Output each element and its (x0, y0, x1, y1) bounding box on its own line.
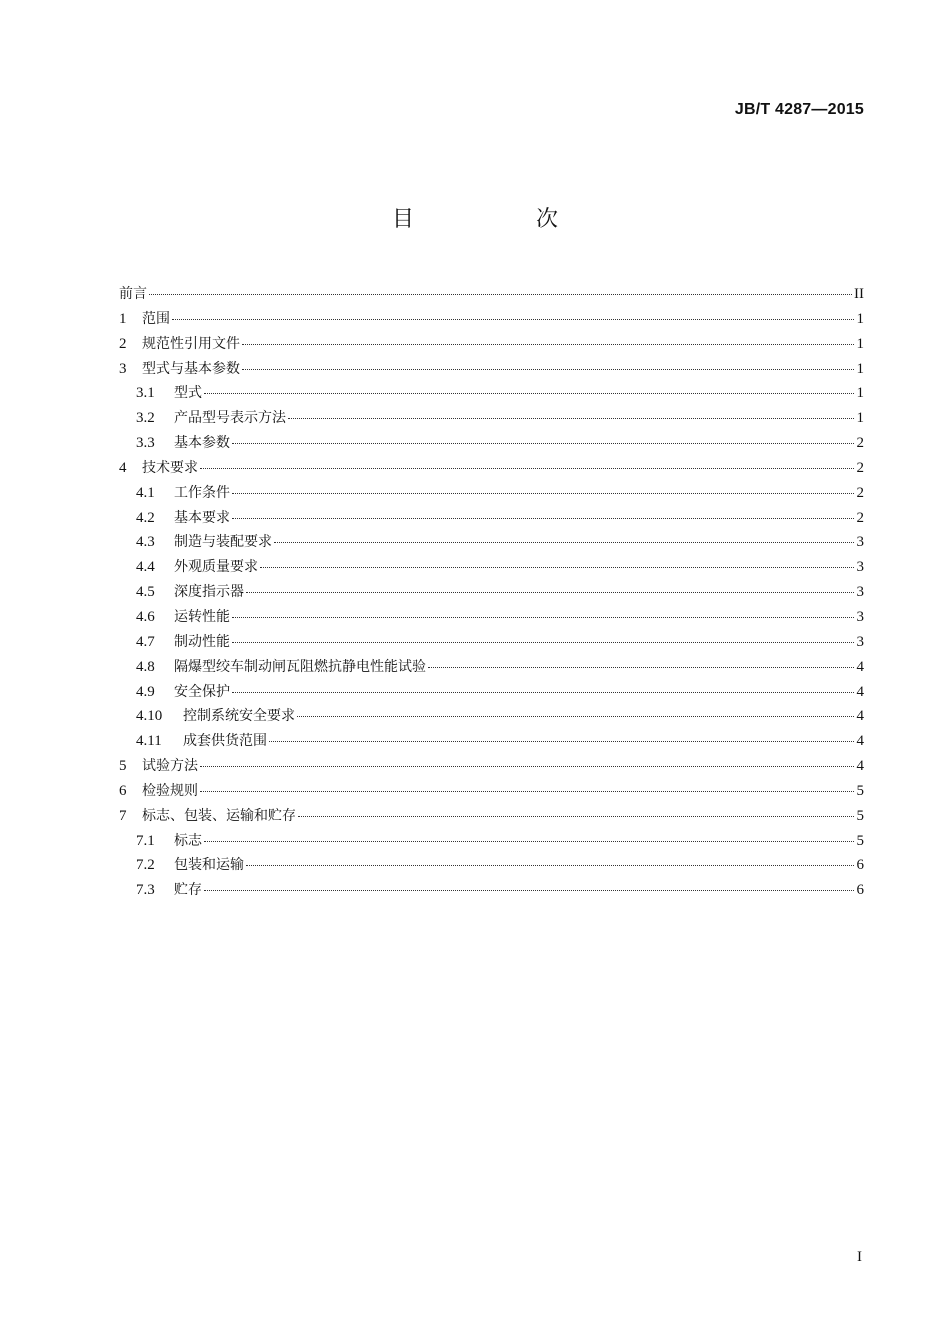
toc-leader-dots (288, 418, 854, 419)
toc-leader-dots (172, 319, 854, 320)
toc-entry-page: II (854, 286, 864, 302)
toc-entry-label: 成套供货范围 (183, 733, 267, 750)
toc-leader-dots (298, 816, 854, 817)
toc-leader-dots (200, 791, 854, 792)
toc-entry-number: 1 (119, 310, 127, 327)
toc-leader-dots (428, 667, 854, 668)
toc-entry-label: 控制系统安全要求 (183, 708, 295, 725)
toc-entry-page: 1 (856, 360, 864, 377)
toc-leader-dots (269, 741, 854, 742)
toc-entry[interactable] (119, 457, 864, 482)
toc-entry-number: 4.6 (136, 608, 155, 625)
toc-subentry[interactable] (119, 507, 864, 532)
toc-subentry[interactable] (119, 556, 864, 581)
toc-entry-page: 1 (856, 385, 864, 402)
toc-entry-page: 5 (856, 782, 864, 799)
toc-entry[interactable] (119, 308, 864, 333)
toc-leader-dots (274, 542, 854, 543)
toc-leader-dots (200, 468, 854, 469)
toc-entry-label: 产品型号表示方法 (174, 410, 286, 427)
toc-entry-page: 1 (856, 335, 864, 352)
toc-title: 目 次 (391, 207, 608, 232)
toc-entry[interactable] (119, 780, 864, 805)
toc-entry-page: 4 (856, 708, 864, 725)
toc-leader-dots (260, 567, 854, 568)
toc-entry-number: 4.1 (136, 484, 155, 501)
toc-entry-number: 4.5 (136, 584, 155, 601)
toc-entry-label: 范围 (142, 310, 170, 327)
toc-subentry[interactable] (119, 531, 864, 556)
toc-subentry[interactable] (119, 631, 864, 656)
toc-entry[interactable] (119, 333, 864, 358)
toc-entry-number: 4.11 (136, 733, 162, 750)
toc-entry-label: 标志 (174, 832, 202, 849)
toc-entry-label: 隔爆型绞车制动闸瓦阻燃抗静电性能试验 (174, 658, 426, 675)
toc-entry-number: 6 (119, 782, 127, 799)
toc-entry-page: 3 (856, 559, 864, 576)
toc-entry-page: 6 (856, 857, 864, 874)
toc-entry-number: 4.8 (136, 658, 155, 675)
toc-entry-label: 标志、包装、运输和贮存 (142, 807, 296, 824)
toc-entry-number: 2 (119, 335, 127, 352)
toc-entry-page: 6 (856, 882, 864, 899)
toc-leader-dots (246, 865, 854, 866)
toc-entry[interactable] (119, 805, 864, 830)
toc-leader-dots (149, 294, 852, 295)
toc-leader-dots (232, 443, 854, 444)
toc-entry-page: 4 (856, 658, 864, 675)
toc-entry-label: 外观质量要求 (174, 559, 258, 576)
toc-leader-dots (200, 766, 854, 767)
toc-entry-number: 4.7 (136, 633, 155, 650)
toc-entry-page: 2 (856, 509, 864, 526)
toc-entry-page: 2 (856, 435, 864, 452)
toc-entry-page: 5 (856, 807, 864, 824)
toc-entry-number: 4.2 (136, 509, 155, 526)
toc-leader-dots (232, 642, 854, 643)
standard-code: JB/T 4287—2015 (734, 101, 864, 118)
toc-entry-label: 运转性能 (174, 608, 230, 625)
toc-subentry[interactable] (119, 432, 864, 457)
table-of-contents (119, 283, 864, 904)
toc-entry-label: 前言 (119, 286, 147, 302)
toc-subentry[interactable] (119, 382, 864, 407)
toc-entry-number: 4.10 (136, 708, 163, 725)
toc-entry-label: 技术要求 (142, 459, 198, 476)
toc-entry-label: 安全保护 (174, 683, 230, 700)
toc-leader-dots (232, 518, 854, 519)
toc-entry-number: 3.2 (136, 410, 155, 427)
toc-entry-number: 7.1 (136, 832, 155, 849)
toc-subentry[interactable] (119, 730, 864, 755)
toc-leader-dots (204, 890, 854, 891)
toc-entry-label: 规范性引用文件 (142, 335, 240, 352)
toc-entry-number: 4.4 (136, 559, 155, 576)
toc-entry-label: 制造与装配要求 (174, 534, 272, 551)
toc-entry-label: 基本参数 (174, 435, 230, 452)
toc-entry-label: 包装和运输 (174, 857, 244, 874)
toc-entry-number: 3 (119, 360, 127, 377)
toc-leader-dots (246, 592, 854, 593)
toc-entry-label: 工作条件 (174, 484, 230, 501)
toc-leader-dots (297, 716, 854, 717)
toc-entry-number: 7.3 (136, 882, 155, 899)
toc-entry-label: 型式与基本参数 (142, 360, 240, 377)
toc-entry-label: 型式 (174, 385, 202, 402)
toc-entry-page: 3 (856, 633, 864, 650)
toc-entry[interactable] (119, 358, 864, 383)
page-number: I (857, 1249, 862, 1265)
toc-entry-page: 5 (856, 832, 864, 849)
toc-leader-dots (232, 493, 854, 494)
toc-entry-number: 3.1 (136, 385, 155, 402)
toc-subentry[interactable] (119, 482, 864, 507)
toc-entry-label: 贮存 (174, 882, 202, 899)
toc-subentry[interactable] (119, 705, 864, 730)
toc-leader-dots (204, 393, 854, 394)
toc-subentry[interactable] (119, 879, 864, 904)
toc-entry-number: 4.9 (136, 683, 155, 700)
toc-subentry[interactable] (119, 681, 864, 706)
toc-leader-dots (242, 344, 854, 345)
toc-entry-label: 基本要求 (174, 509, 230, 526)
toc-entry-label: 制动性能 (174, 633, 230, 650)
toc-entry-page: 1 (856, 410, 864, 427)
toc-subentry[interactable] (119, 606, 864, 631)
toc-entry-page: 4 (856, 733, 864, 750)
toc-subentry[interactable] (119, 656, 864, 681)
toc-entry-page: 2 (856, 459, 864, 476)
toc-entry[interactable] (119, 755, 864, 780)
toc-subentry[interactable] (119, 854, 864, 879)
toc-entry-page: 3 (856, 608, 864, 625)
toc-subentry[interactable] (119, 407, 864, 432)
toc-entry-number: 4.3 (136, 534, 155, 551)
toc-entry-foreword[interactable] (119, 283, 864, 308)
toc-entry-page: 4 (856, 758, 864, 775)
toc-subentry[interactable] (119, 830, 864, 855)
toc-leader-dots (232, 617, 854, 618)
toc-leader-dots (232, 692, 854, 693)
toc-entry-number: 7.2 (136, 857, 155, 874)
toc-entry-label: 检验规则 (142, 782, 198, 799)
toc-entry-number: 5 (119, 758, 127, 775)
toc-entry-label: 深度指示器 (174, 584, 244, 601)
toc-entry-number: 3.3 (136, 435, 155, 452)
toc-leader-dots (204, 841, 854, 842)
toc-entry-page: 2 (856, 484, 864, 501)
toc-leader-dots (242, 369, 854, 370)
toc-entry-page: 3 (856, 584, 864, 601)
toc-entry-number: 4 (119, 459, 127, 476)
toc-subentry[interactable] (119, 581, 864, 606)
toc-entry-number: 7 (119, 807, 127, 824)
toc-entry-page: 3 (856, 534, 864, 551)
toc-entry-page: 4 (856, 683, 864, 700)
toc-entry-page: 1 (856, 310, 864, 327)
toc-entry-label: 试验方法 (142, 758, 198, 775)
